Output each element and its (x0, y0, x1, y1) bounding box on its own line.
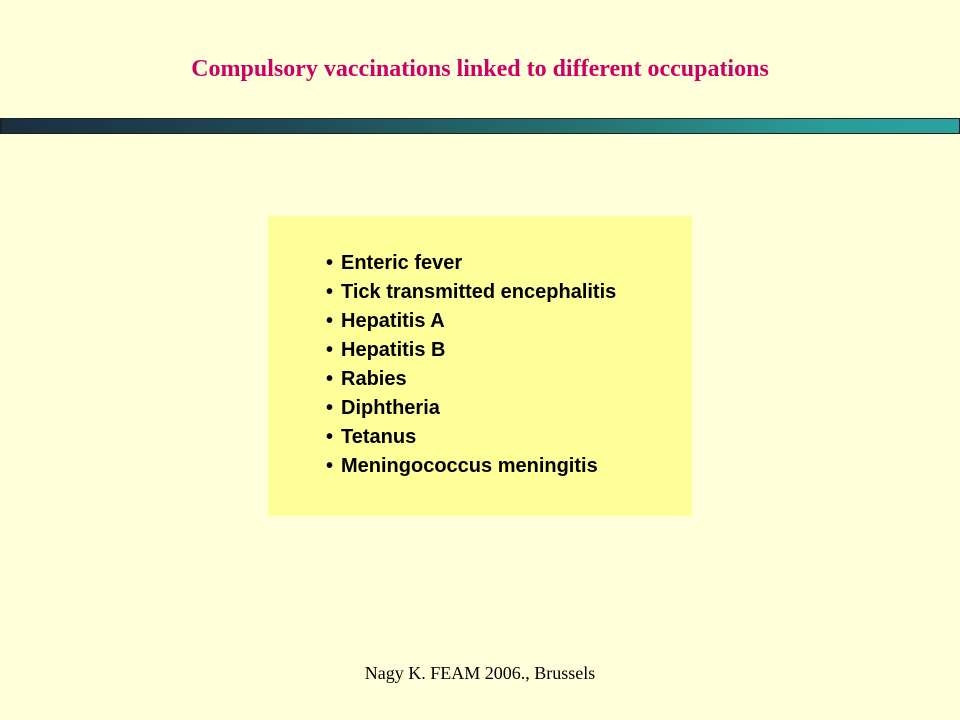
list-item (326, 394, 616, 423)
slide-footer: Nagy K. FEAM 2006., Brussels (364, 663, 596, 683)
bullet-icon: • (326, 397, 334, 419)
bullet-icon: • (326, 281, 334, 303)
list-item-label: Tick transmitted encephalitis (341, 281, 617, 303)
list-item-label: Diphtheria (341, 397, 440, 419)
vaccination-list (326, 249, 616, 481)
list-item-label: Enteric fever (341, 252, 463, 274)
title-divider-bar (0, 118, 960, 134)
bullet-icon: • (326, 368, 334, 390)
list-item-label: Meningococcus meningitis (341, 455, 598, 477)
list-item (326, 249, 616, 278)
list-item (326, 365, 616, 394)
list-item-label: Hepatitis A (341, 310, 445, 332)
bullet-icon: • (326, 455, 334, 477)
slide-title: Compulsory vaccinations linked to different occupations (191, 56, 769, 82)
list-item (326, 423, 616, 452)
vaccination-list-box (268, 216, 692, 516)
list-item (326, 278, 616, 307)
list-item-label: Rabies (341, 368, 407, 390)
bullet-icon: • (326, 339, 334, 361)
bullet-icon: • (326, 252, 334, 274)
list-item (326, 336, 616, 365)
bullet-icon: • (326, 310, 334, 332)
list-item-label: Hepatitis B (341, 339, 446, 361)
list-item (326, 307, 616, 336)
bullet-icon: • (326, 426, 334, 448)
list-item-label: Tetanus (341, 426, 417, 448)
list-item (326, 452, 616, 481)
